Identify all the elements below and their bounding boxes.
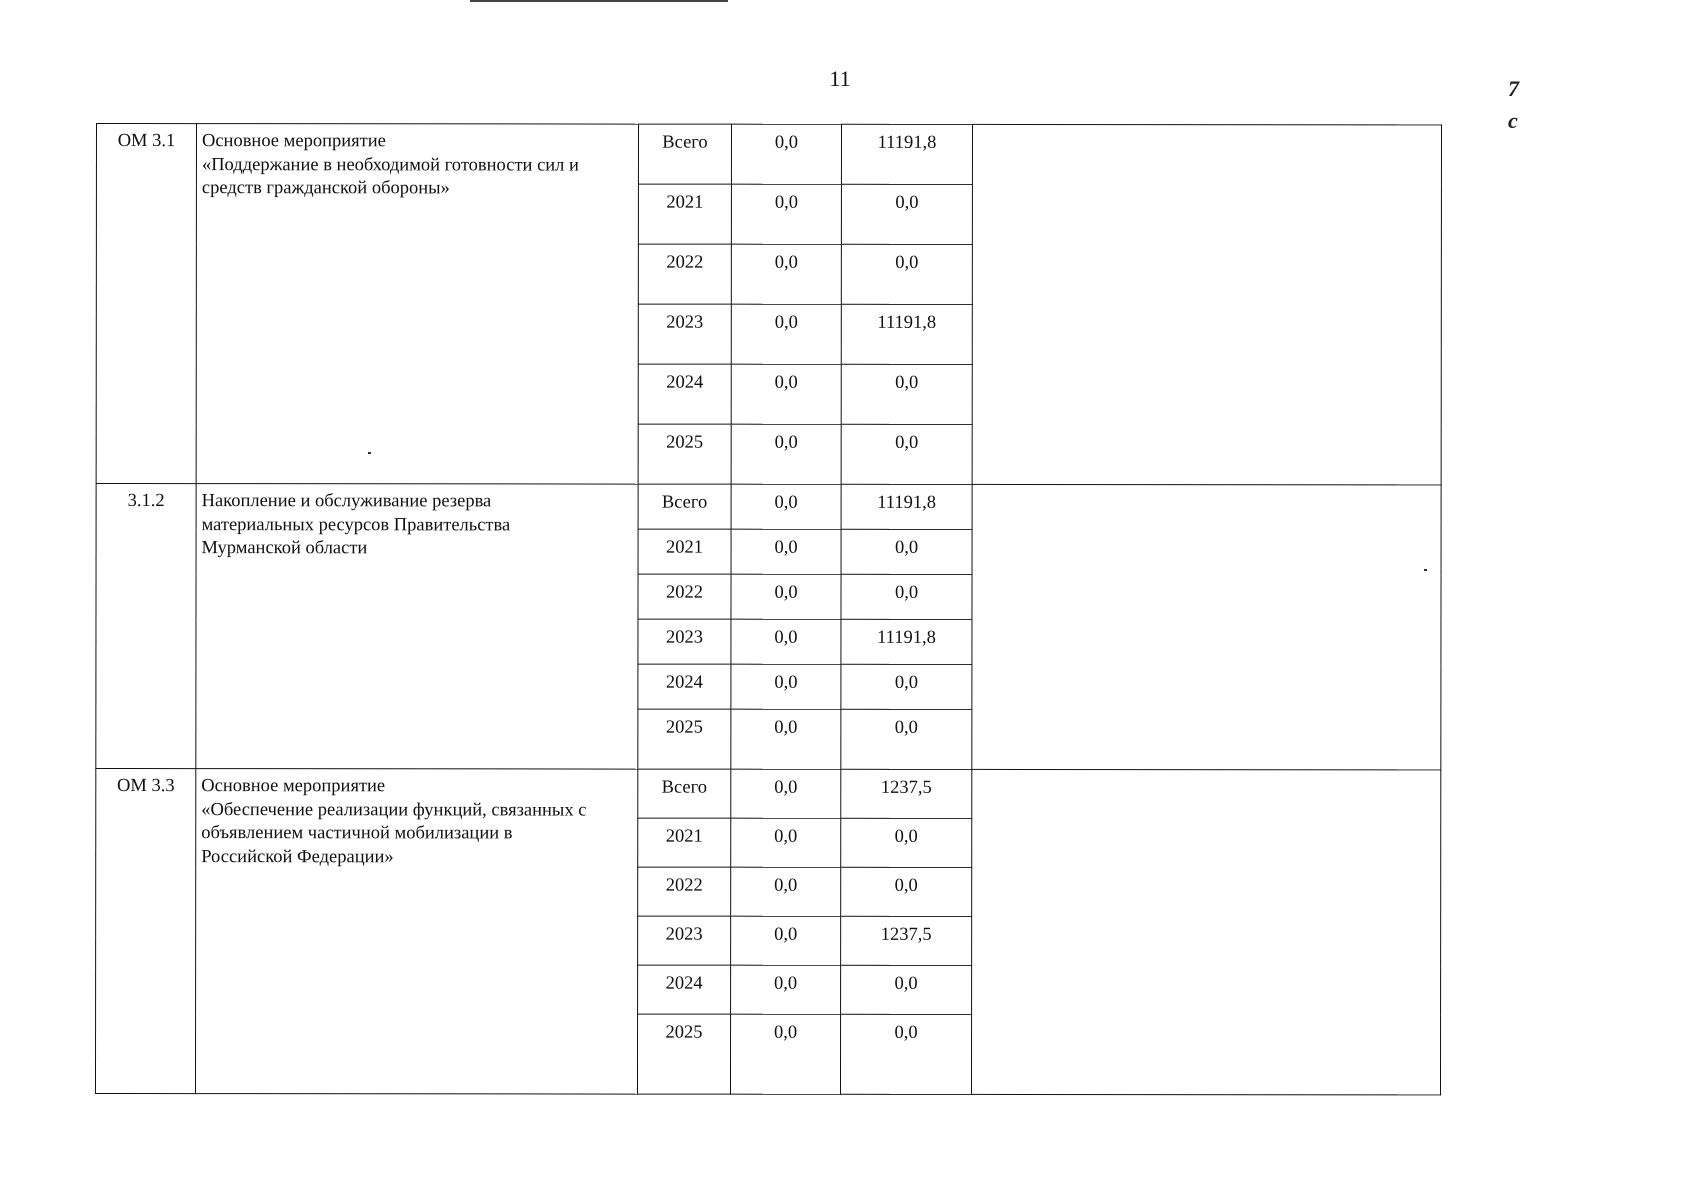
year-cell: 2025 [638, 709, 731, 769]
margin-mark-1: 7 [1508, 76, 1519, 101]
year-cell: Всего [638, 484, 731, 529]
measure-code: ОМ 3.1 [96, 124, 196, 484]
page-number: 11 [829, 66, 851, 91]
value-cell-2: 0,0 [840, 1014, 971, 1094]
measure-name-line: материальных ресурсов Правительства [201, 514, 511, 536]
value-cell-2: 11191,8 [841, 619, 972, 664]
empty-cell [972, 124, 1441, 484]
year-cell: 2021 [638, 529, 731, 574]
value-cell-1: 0,0 [731, 124, 841, 184]
value-cell-2: 0,0 [841, 965, 972, 1014]
value-cell-1: 0,0 [731, 619, 841, 664]
value-cell-2: 11191,8 [841, 124, 972, 184]
value-cell-2: 11191,8 [841, 304, 972, 364]
year-cell: 2022 [638, 867, 731, 916]
measure-name-line: Накопление и обслуживание резерва [201, 491, 492, 512]
measure-name-line: средств гражданской обороны» [201, 178, 450, 199]
year-cell: 2022 [638, 574, 731, 619]
value-cell-2: 0,0 [841, 244, 972, 304]
value-cell-1: 0,0 [731, 818, 841, 867]
value-cell-1: 0,0 [731, 709, 841, 769]
empty-cell [972, 484, 1441, 769]
empty-cell [971, 769, 1440, 1094]
value-cell-2: 0,0 [841, 664, 972, 709]
value-cell-1: 0,0 [731, 867, 841, 916]
value-cell-2: 0,0 [841, 364, 972, 424]
table-row [96, 769, 1441, 819]
year-cell: 2022 [638, 244, 731, 304]
value-cell-1: 0,0 [731, 965, 841, 1014]
measure-name-line: объявлением частичной мобилизации в [201, 823, 513, 844]
table-group-om-3-3 [95, 769, 1440, 1095]
measure-name-line: «Поддержание в необходимой готовности сил и [201, 154, 579, 176]
value-cell-1: 0,0 [731, 484, 841, 529]
value-cell-1: 0,0 [731, 424, 841, 484]
value-cell-2: 0,0 [841, 574, 972, 619]
value-cell-1: 0,0 [731, 916, 841, 965]
header-rule [470, 0, 728, 2]
measure-name [196, 484, 638, 769]
year-cell: 2025 [637, 1014, 730, 1094]
value-cell-1: 0,0 [731, 769, 841, 818]
value-cell-2: 11191,8 [841, 484, 972, 529]
funding-table [95, 123, 1442, 1095]
value-cell-1: 0,0 [731, 664, 841, 709]
year-cell: 2021 [638, 184, 731, 244]
year-cell: Всего [638, 769, 731, 818]
value-cell-2: 1237,5 [841, 769, 972, 818]
measure-name-line: Основное мероприятие [201, 776, 386, 797]
year-cell: 2025 [638, 424, 731, 484]
value-cell-2: 0,0 [841, 709, 972, 769]
measure-name [196, 124, 638, 484]
year-cell: 2023 [638, 304, 731, 364]
measure-code: 3.1.2 [96, 484, 196, 769]
table-row [96, 124, 1441, 185]
table-row [96, 484, 1441, 530]
measure-name-line: Российской Федерации» [201, 847, 394, 868]
value-cell-2: 0,0 [841, 184, 972, 244]
year-cell: 2023 [638, 916, 731, 965]
value-cell-2: 0,0 [841, 424, 972, 484]
measure-name [195, 769, 637, 1094]
value-cell-2: 0,0 [841, 529, 972, 574]
value-cell-1: 0,0 [731, 184, 841, 244]
value-cell-1: 0,0 [731, 244, 841, 304]
measure-name-line: Мурманской области [201, 538, 368, 559]
value-cell-1: 0,0 [731, 574, 841, 619]
table-group-om-3-1 [96, 124, 1441, 485]
value-cell-1: 0,0 [730, 1014, 840, 1094]
measure-name-line: Основное мероприятие [201, 131, 386, 152]
measure-name-line: «Обеспечение реализации функций, связанных с [201, 799, 587, 821]
year-cell: 2023 [638, 619, 731, 664]
year-cell: Всего [638, 124, 731, 184]
value-cell-2: 1237,5 [841, 916, 972, 965]
year-cell: 2024 [638, 364, 731, 424]
value-cell-1: 0,0 [731, 304, 841, 364]
value-cell-1: 0,0 [731, 364, 841, 424]
year-cell: 2021 [638, 818, 731, 867]
value-cell-2: 0,0 [841, 867, 972, 916]
year-cell: 2024 [638, 965, 731, 1014]
value-cell-1: 0,0 [731, 529, 841, 574]
value-cell-2: 0,0 [841, 818, 972, 867]
margin-mark-2: c [1508, 108, 1518, 133]
year-cell: 2024 [638, 664, 731, 709]
table-group-3-1-2 [96, 484, 1441, 770]
measure-code: ОМ 3.3 [95, 769, 195, 1094]
